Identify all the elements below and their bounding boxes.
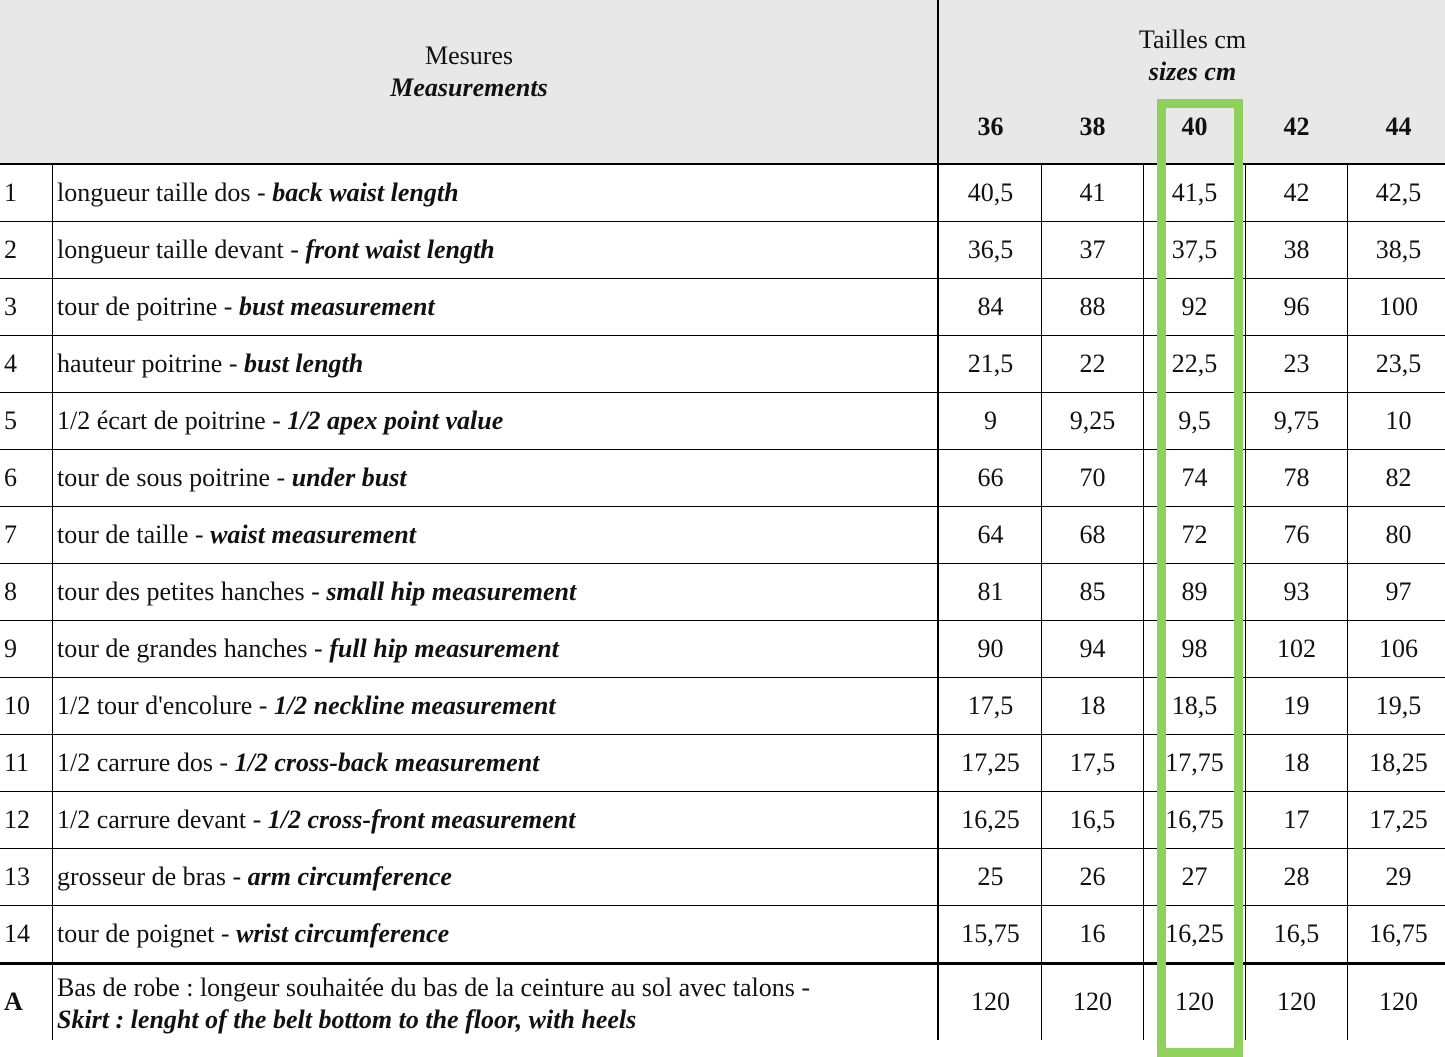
value-cell-42: 78	[1283, 463, 1310, 492]
measurements-header-fr: Mesures	[424, 41, 514, 70]
value-cell-40: 74	[1181, 463, 1208, 492]
value-cell-36: 16,25	[961, 805, 1020, 834]
row-divider	[0, 449, 1445, 450]
value-cell-42: 17	[1283, 805, 1310, 834]
row-label-en: bust measurement	[238, 292, 435, 321]
row-label-en: wrist circumference	[236, 919, 450, 948]
row-divider	[0, 563, 1445, 564]
row-label-en: waist measurement	[210, 520, 416, 549]
row-divider	[0, 791, 1445, 792]
row-divider	[0, 278, 1445, 279]
value-cell-44: 82	[1385, 463, 1412, 492]
row-divider	[0, 163, 1445, 165]
row-label-en: full hip measurement	[329, 634, 559, 663]
value-cell-38: 17,5	[1069, 748, 1116, 777]
value-cell-38: 94	[1079, 634, 1106, 663]
value-cell-42: 76	[1283, 520, 1310, 549]
row-label-en: arm circumference	[247, 862, 452, 891]
row-number: 11	[4, 748, 30, 777]
value-cell-42: 9,75	[1273, 406, 1320, 435]
column-divider	[1143, 164, 1144, 1040]
value-cell-36: 81	[977, 577, 1004, 606]
row-label-fr: tour de sous poitrine -	[57, 463, 292, 492]
measurements-header	[0, 40, 938, 104]
value-cell-40: 16,75	[1165, 805, 1224, 834]
value-cell-38: 26	[1079, 862, 1106, 891]
row-label-fr: Bas de robe : longeur souhaitée du bas de la ceinture au sol avec talons -	[57, 973, 811, 1002]
value-cell-42: 38	[1283, 235, 1310, 264]
value-cell-44: 38,5	[1375, 235, 1422, 264]
row-label-fr: longueur taille devant -	[57, 235, 306, 264]
row-number: 8	[4, 577, 17, 606]
measurements-header-en: Measurements	[390, 73, 548, 102]
value-cell-40: 18,5	[1171, 691, 1218, 720]
row-label-fr: hauteur poitrine -	[57, 349, 244, 378]
row-label	[57, 336, 937, 392]
row-divider	[0, 506, 1445, 507]
value-cell-44: 100	[1379, 292, 1418, 321]
value-cell-42: 16,5	[1273, 919, 1320, 948]
value-cell-38: 88	[1079, 292, 1106, 321]
value-cell-42: 23	[1283, 349, 1310, 378]
value-cell-36: 66	[977, 463, 1004, 492]
value-cell-38: 120	[1073, 987, 1112, 1016]
value-cell-38: 37	[1079, 235, 1106, 264]
value-cell-38: 18	[1079, 691, 1106, 720]
row-label	[57, 735, 937, 791]
row-divider	[0, 335, 1445, 336]
value-cell-36: 64	[977, 520, 1004, 549]
row-number: 6	[4, 463, 17, 492]
value-cell-38: 70	[1079, 463, 1106, 492]
value-cell-38: 16	[1079, 919, 1106, 948]
skirt-length-label	[57, 972, 810, 1036]
value-cell-40: 89	[1181, 577, 1208, 606]
column-divider	[52, 164, 53, 1040]
value-cell-42: 96	[1283, 292, 1310, 321]
row-number: A	[4, 987, 23, 1016]
row-label-en: 1/2 apex point value	[287, 406, 504, 435]
row-label	[57, 906, 937, 962]
value-cell-36: 36,5	[967, 235, 1014, 264]
row-label-en: small hip measurement	[326, 577, 577, 606]
value-cell-38: 9,25	[1069, 406, 1116, 435]
row-label-fr: 1/2 carrure dos -	[57, 748, 235, 777]
row-number: 5	[4, 406, 17, 435]
value-cell-42: 93	[1283, 577, 1310, 606]
value-cell-40: 17,75	[1165, 748, 1224, 777]
value-cell-40: 27	[1181, 862, 1208, 891]
sizes-header-fr: Tailles cm	[1138, 25, 1247, 54]
size-header-36: 36	[977, 112, 1004, 141]
value-cell-36: 21,5	[967, 349, 1014, 378]
value-cell-36: 25	[977, 862, 1004, 891]
value-cell-40: 9,5	[1178, 406, 1211, 435]
value-cell-40: 98	[1181, 634, 1208, 663]
value-cell-44: 42,5	[1375, 178, 1422, 207]
row-label-fr: 1/2 écart de poitrine -	[57, 406, 288, 435]
row-label-fr: tour de poitrine -	[57, 292, 239, 321]
row-divider	[0, 962, 1445, 965]
value-cell-44: 18,25	[1369, 748, 1428, 777]
row-divider	[0, 734, 1445, 735]
row-number: 12	[4, 805, 30, 834]
row-number: 2	[4, 235, 17, 264]
value-cell-44: 19,5	[1375, 691, 1422, 720]
value-cell-36: 120	[971, 987, 1010, 1016]
row-label-fr: 1/2 tour d'encolure -	[57, 691, 274, 720]
row-divider	[0, 677, 1445, 678]
size-header-42: 42	[1283, 112, 1310, 141]
value-cell-38: 22	[1079, 349, 1106, 378]
row-label-en: 1/2 cross-front measurement	[267, 805, 576, 834]
value-cell-40: 37,5	[1171, 235, 1218, 264]
row-label-fr: tour des petites hanches -	[57, 577, 327, 606]
row-number: 9	[4, 634, 17, 663]
row-label	[57, 450, 937, 506]
value-cell-44: 10	[1385, 406, 1412, 435]
row-divider	[0, 848, 1445, 849]
row-number: 7	[4, 520, 17, 549]
row-label	[57, 393, 937, 449]
row-number: 14	[4, 919, 30, 948]
row-label	[57, 222, 937, 278]
row-label-en: 1/2 neckline measurement	[273, 691, 556, 720]
row-label	[57, 279, 937, 335]
value-cell-44: 80	[1385, 520, 1412, 549]
value-cell-40: 120	[1175, 987, 1214, 1016]
row-label	[57, 507, 937, 563]
value-cell-36: 9	[984, 406, 997, 435]
value-cell-40: 92	[1181, 292, 1208, 321]
value-cell-42: 42	[1283, 178, 1310, 207]
row-label	[57, 165, 937, 221]
size-header-44: 44	[1385, 112, 1412, 141]
value-cell-40: 72	[1181, 520, 1208, 549]
value-cell-44: 29	[1385, 862, 1412, 891]
row-divider	[0, 905, 1445, 906]
value-cell-44: 16,75	[1369, 919, 1428, 948]
value-cell-36: 90	[977, 634, 1004, 663]
value-cell-38: 16,5	[1069, 805, 1116, 834]
row-divider	[0, 221, 1445, 222]
row-label	[57, 849, 937, 905]
value-cell-38: 41	[1079, 178, 1106, 207]
value-cell-42: 18	[1283, 748, 1310, 777]
value-cell-40: 22,5	[1171, 349, 1218, 378]
row-label-en: front waist length	[305, 235, 495, 264]
sizes-header-en: sizes cm	[1148, 57, 1237, 86]
column-divider	[1347, 164, 1348, 1040]
row-divider	[0, 392, 1445, 393]
row-label	[57, 564, 937, 620]
size-header-38: 38	[1079, 112, 1106, 141]
value-cell-44: 106	[1379, 634, 1418, 663]
row-label-fr: grosseur de bras -	[57, 862, 248, 891]
value-cell-42: 28	[1283, 862, 1310, 891]
row-label-fr: tour de grandes hanches -	[57, 634, 330, 663]
value-cell-38: 85	[1079, 577, 1106, 606]
row-number: 1	[4, 178, 17, 207]
row-number: 13	[4, 862, 30, 891]
sizes-header	[940, 24, 1445, 88]
value-cell-42: 19	[1283, 691, 1310, 720]
row-number: 10	[4, 691, 30, 720]
row-number: 3	[4, 292, 17, 321]
value-cell-36: 84	[977, 292, 1004, 321]
row-label-fr: longueur taille dos -	[57, 178, 273, 207]
row-label-fr: 1/2 carrure devant -	[57, 805, 268, 834]
row-label	[57, 792, 937, 848]
column-divider	[1041, 164, 1042, 1040]
column-divider	[937, 0, 939, 1040]
row-label-fr: tour de taille -	[57, 520, 211, 549]
value-cell-42: 120	[1277, 987, 1316, 1016]
size-header-40: 40	[1181, 112, 1208, 141]
row-label-fr: tour de poignet -	[57, 919, 237, 948]
column-divider	[1245, 164, 1246, 1040]
value-cell-44: 23,5	[1375, 349, 1422, 378]
row-divider	[0, 620, 1445, 621]
row-label-en: under bust	[291, 463, 407, 492]
value-cell-36: 17,5	[967, 691, 1014, 720]
row-label-en: 1/2 cross-back measurement	[234, 748, 540, 777]
value-cell-36: 15,75	[961, 919, 1020, 948]
row-number: 4	[4, 349, 17, 378]
value-cell-36: 40,5	[967, 178, 1014, 207]
value-cell-44: 17,25	[1369, 805, 1428, 834]
value-cell-44: 97	[1385, 577, 1412, 606]
value-cell-42: 102	[1277, 634, 1316, 663]
value-cell-40: 41,5	[1171, 178, 1218, 207]
row-label	[57, 621, 937, 677]
value-cell-38: 68	[1079, 520, 1106, 549]
row-label-en: bust length	[244, 349, 364, 378]
row-label-en: Skirt : lenght of the belt bottom to the floor, with heels	[57, 1005, 637, 1034]
row-label	[57, 678, 937, 734]
value-cell-36: 17,25	[961, 748, 1020, 777]
row-label-en: back waist length	[272, 178, 459, 207]
value-cell-44: 120	[1379, 987, 1418, 1016]
value-cell-40: 16,25	[1165, 919, 1224, 948]
